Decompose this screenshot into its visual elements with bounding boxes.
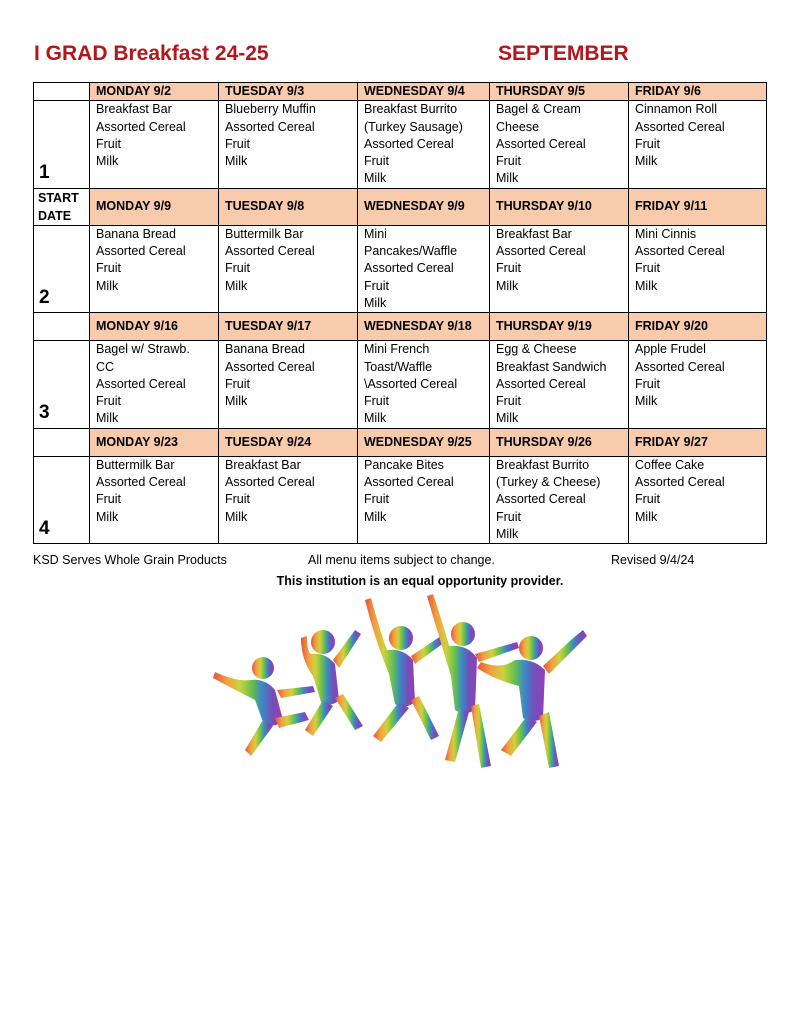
day-header: MONDAY 9/23 [90,428,219,456]
revised-date: Revised 9/4/24 [611,553,695,567]
menu-item: Assorted Cereal [496,136,586,151]
menu-item: CC [96,359,115,374]
menu-item: Milk [635,154,658,169]
menu-item: Fruit [96,492,121,507]
menu-item: Coffee Cake [635,457,705,472]
menu-cell [358,101,490,188]
menu-item: Fruit [635,136,660,151]
menu-item: Milk [635,509,658,524]
menu-item: Breakfast Burrito [496,457,590,472]
menu-item: Milk [496,411,519,426]
day-header-row [34,428,767,456]
menu-item: Banana Bread [225,342,305,357]
menu-item: Assorted Cereal [96,376,186,391]
menu-item: Milk [364,171,387,186]
menu-item: Buttermilk Bar [96,457,175,472]
menu-item: Milk [225,278,248,293]
menu-item: \Assorted Cereal [364,376,458,391]
menu-item: Mini [364,226,387,241]
menu-item: Assorted Cereal [225,359,315,374]
equal-opportunity-notice: This institution is an equal opportunity provider. [276,574,564,588]
menu-item: Breakfast Bar [496,226,572,241]
breakfast-menu-table [33,82,767,544]
day-header: WEDNESDAY 9/4 [358,83,490,101]
menu-item: Fruit [496,261,521,276]
menu-item: Fruit [635,376,660,391]
menu-item: Mini Cinnis [635,226,697,241]
menu-cell [490,341,629,428]
menu-item: Fruit [635,261,660,276]
menu-item: (Turkey & Cheese) [496,475,601,490]
menu-item: Assorted Cereal [496,244,586,259]
menu-item: Assorted Cereal [496,492,586,507]
menu-cell [219,456,358,543]
menu-item: Milk [96,278,119,293]
week-label [34,313,90,341]
menu-cell [629,101,767,188]
week-label [34,83,90,101]
menu-item: Assorted Cereal [96,475,186,490]
menu-item: Assorted Cereal [225,119,315,134]
day-header: WEDNESDAY 9/9 [358,188,490,225]
jumping-kids-illustration [205,590,595,780]
day-header: WEDNESDAY 9/25 [358,428,490,456]
day-header: FRIDAY 9/27 [629,428,767,456]
whole-grain-note: KSD Serves Whole Grain Products [33,553,227,567]
menu-title: I GRAD Breakfast 24-25 [34,42,269,65]
menu-item: Assorted Cereal [364,261,454,276]
menu-item: Fruit [364,154,389,169]
menu-item: Apple Frudel [635,342,706,357]
menu-item: Fruit [96,394,121,409]
menu-item: Toast/Waffle [364,359,433,374]
day-header: THURSDAY 9/26 [490,428,629,456]
menu-item: Fruit [96,136,121,151]
week-number: 4 [34,456,90,543]
menu-item: Fruit [225,261,250,276]
menu-cell [490,456,629,543]
day-header: TUESDAY 9/8 [219,188,358,225]
menu-cell [219,341,358,428]
day-header: WEDNESDAY 9/18 [358,313,490,341]
menu-item: Fruit [225,492,250,507]
menu-item: Fruit [225,376,250,391]
menu-item: Buttermilk Bar [225,226,304,241]
menu-cell [90,225,219,312]
menu-item: Blueberry Muffin [225,102,316,117]
menu-item: Milk [496,526,519,541]
menu-item: Egg & Cheese [496,342,577,357]
menu-item: Cinnamon Roll [635,102,717,117]
menu-cell [90,341,219,428]
week-number: 1 [34,101,90,188]
menu-item: Breakfast Bar [225,457,301,472]
menu-item: (Turkey Sausage) [364,119,463,134]
week-2-menu-row [34,225,767,312]
menu-item: Assorted Cereal [364,475,454,490]
menu-item: Milk [496,278,519,293]
menu-cell [629,225,767,312]
menu-item: Assorted Cereal [225,244,315,259]
menu-item: Assorted Cereal [635,475,725,490]
menu-item: Fruit [496,394,521,409]
menu-cell [490,225,629,312]
menu-item: Pancake Bites [364,457,444,472]
menu-item: Milk [496,171,519,186]
day-header: TUESDAY 9/17 [219,313,358,341]
menu-item: Breakfast Bar [96,102,172,117]
menu-item: Milk [96,509,119,524]
menu-item: Assorted Cereal [96,119,186,134]
menu-cell [629,456,767,543]
week-4-menu-row [34,456,767,543]
menu-item: Fruit [496,154,521,169]
menu-cell [358,456,490,543]
menu-cell [490,101,629,188]
day-header: MONDAY 9/16 [90,313,219,341]
menu-item: Breakfast Burrito [364,102,458,117]
menu-item: Milk [96,411,119,426]
menu-item: Banana Bread [96,226,176,241]
day-header: THURSDAY 9/19 [490,313,629,341]
day-header-row [34,83,767,101]
menu-cell [629,341,767,428]
change-note: All menu items subject to change. [308,553,495,567]
day-header-row [34,313,767,341]
menu-item: Assorted Cereal [635,244,725,259]
menu-cell [358,341,490,428]
day-header: MONDAY 9/9 [90,188,219,225]
menu-item: Fruit [364,492,389,507]
menu-item: Breakfast Sandwich [496,359,607,374]
day-header: FRIDAY 9/20 [629,313,767,341]
menu-item: Pancakes/Waffle [364,244,458,259]
menu-item: Fruit [635,492,660,507]
menu-item: Fruit [364,394,389,409]
day-header: FRIDAY 9/6 [629,83,767,101]
menu-cell [219,225,358,312]
menu-item: Fruit [96,261,121,276]
day-header: THURSDAY 9/10 [490,188,629,225]
menu-item: Milk [225,394,248,409]
menu-item: Fruit [496,509,521,524]
menu-item: Bagel & Cream [496,102,581,117]
week-label [34,428,90,456]
menu-item: Assorted Cereal [96,244,186,259]
menu-item: Milk [635,394,658,409]
week-1-menu-row [34,101,767,188]
week-number: 3 [34,341,90,428]
day-header: FRIDAY 9/11 [629,188,767,225]
menu-item: Assorted Cereal [635,119,725,134]
menu-item: Assorted Cereal [635,359,725,374]
menu-item: Milk [635,278,658,293]
menu-item: Fruit [364,278,389,293]
menu-item: Cheese [496,119,540,134]
day-header-row [34,188,767,225]
menu-item: Assorted Cereal [496,376,586,391]
menu-item: Bagel w/ Strawb. [96,342,190,357]
menu-item: Milk [364,411,387,426]
month-title: SEPTEMBER [498,42,629,65]
menu-item: Milk [364,509,387,524]
menu-item: Milk [364,295,387,310]
week-3-menu-row [34,341,767,428]
menu-cell [90,101,219,188]
menu-item: Milk [225,509,248,524]
week-number: 2 [34,225,90,312]
menu-item: Assorted Cereal [364,136,454,151]
day-header: THURSDAY 9/5 [490,83,629,101]
day-header: TUESDAY 9/3 [219,83,358,101]
menu-item: Assorted Cereal [225,475,315,490]
day-header: MONDAY 9/2 [90,83,219,101]
menu-cell [358,225,490,312]
week-label: START DATE [34,188,90,225]
menu-item: Milk [96,154,119,169]
menu-item: Mini French [364,342,430,357]
day-header: TUESDAY 9/24 [219,428,358,456]
menu-cell [90,456,219,543]
menu-item: Fruit [225,136,250,151]
menu-cell [219,101,358,188]
menu-item: Milk [225,154,248,169]
